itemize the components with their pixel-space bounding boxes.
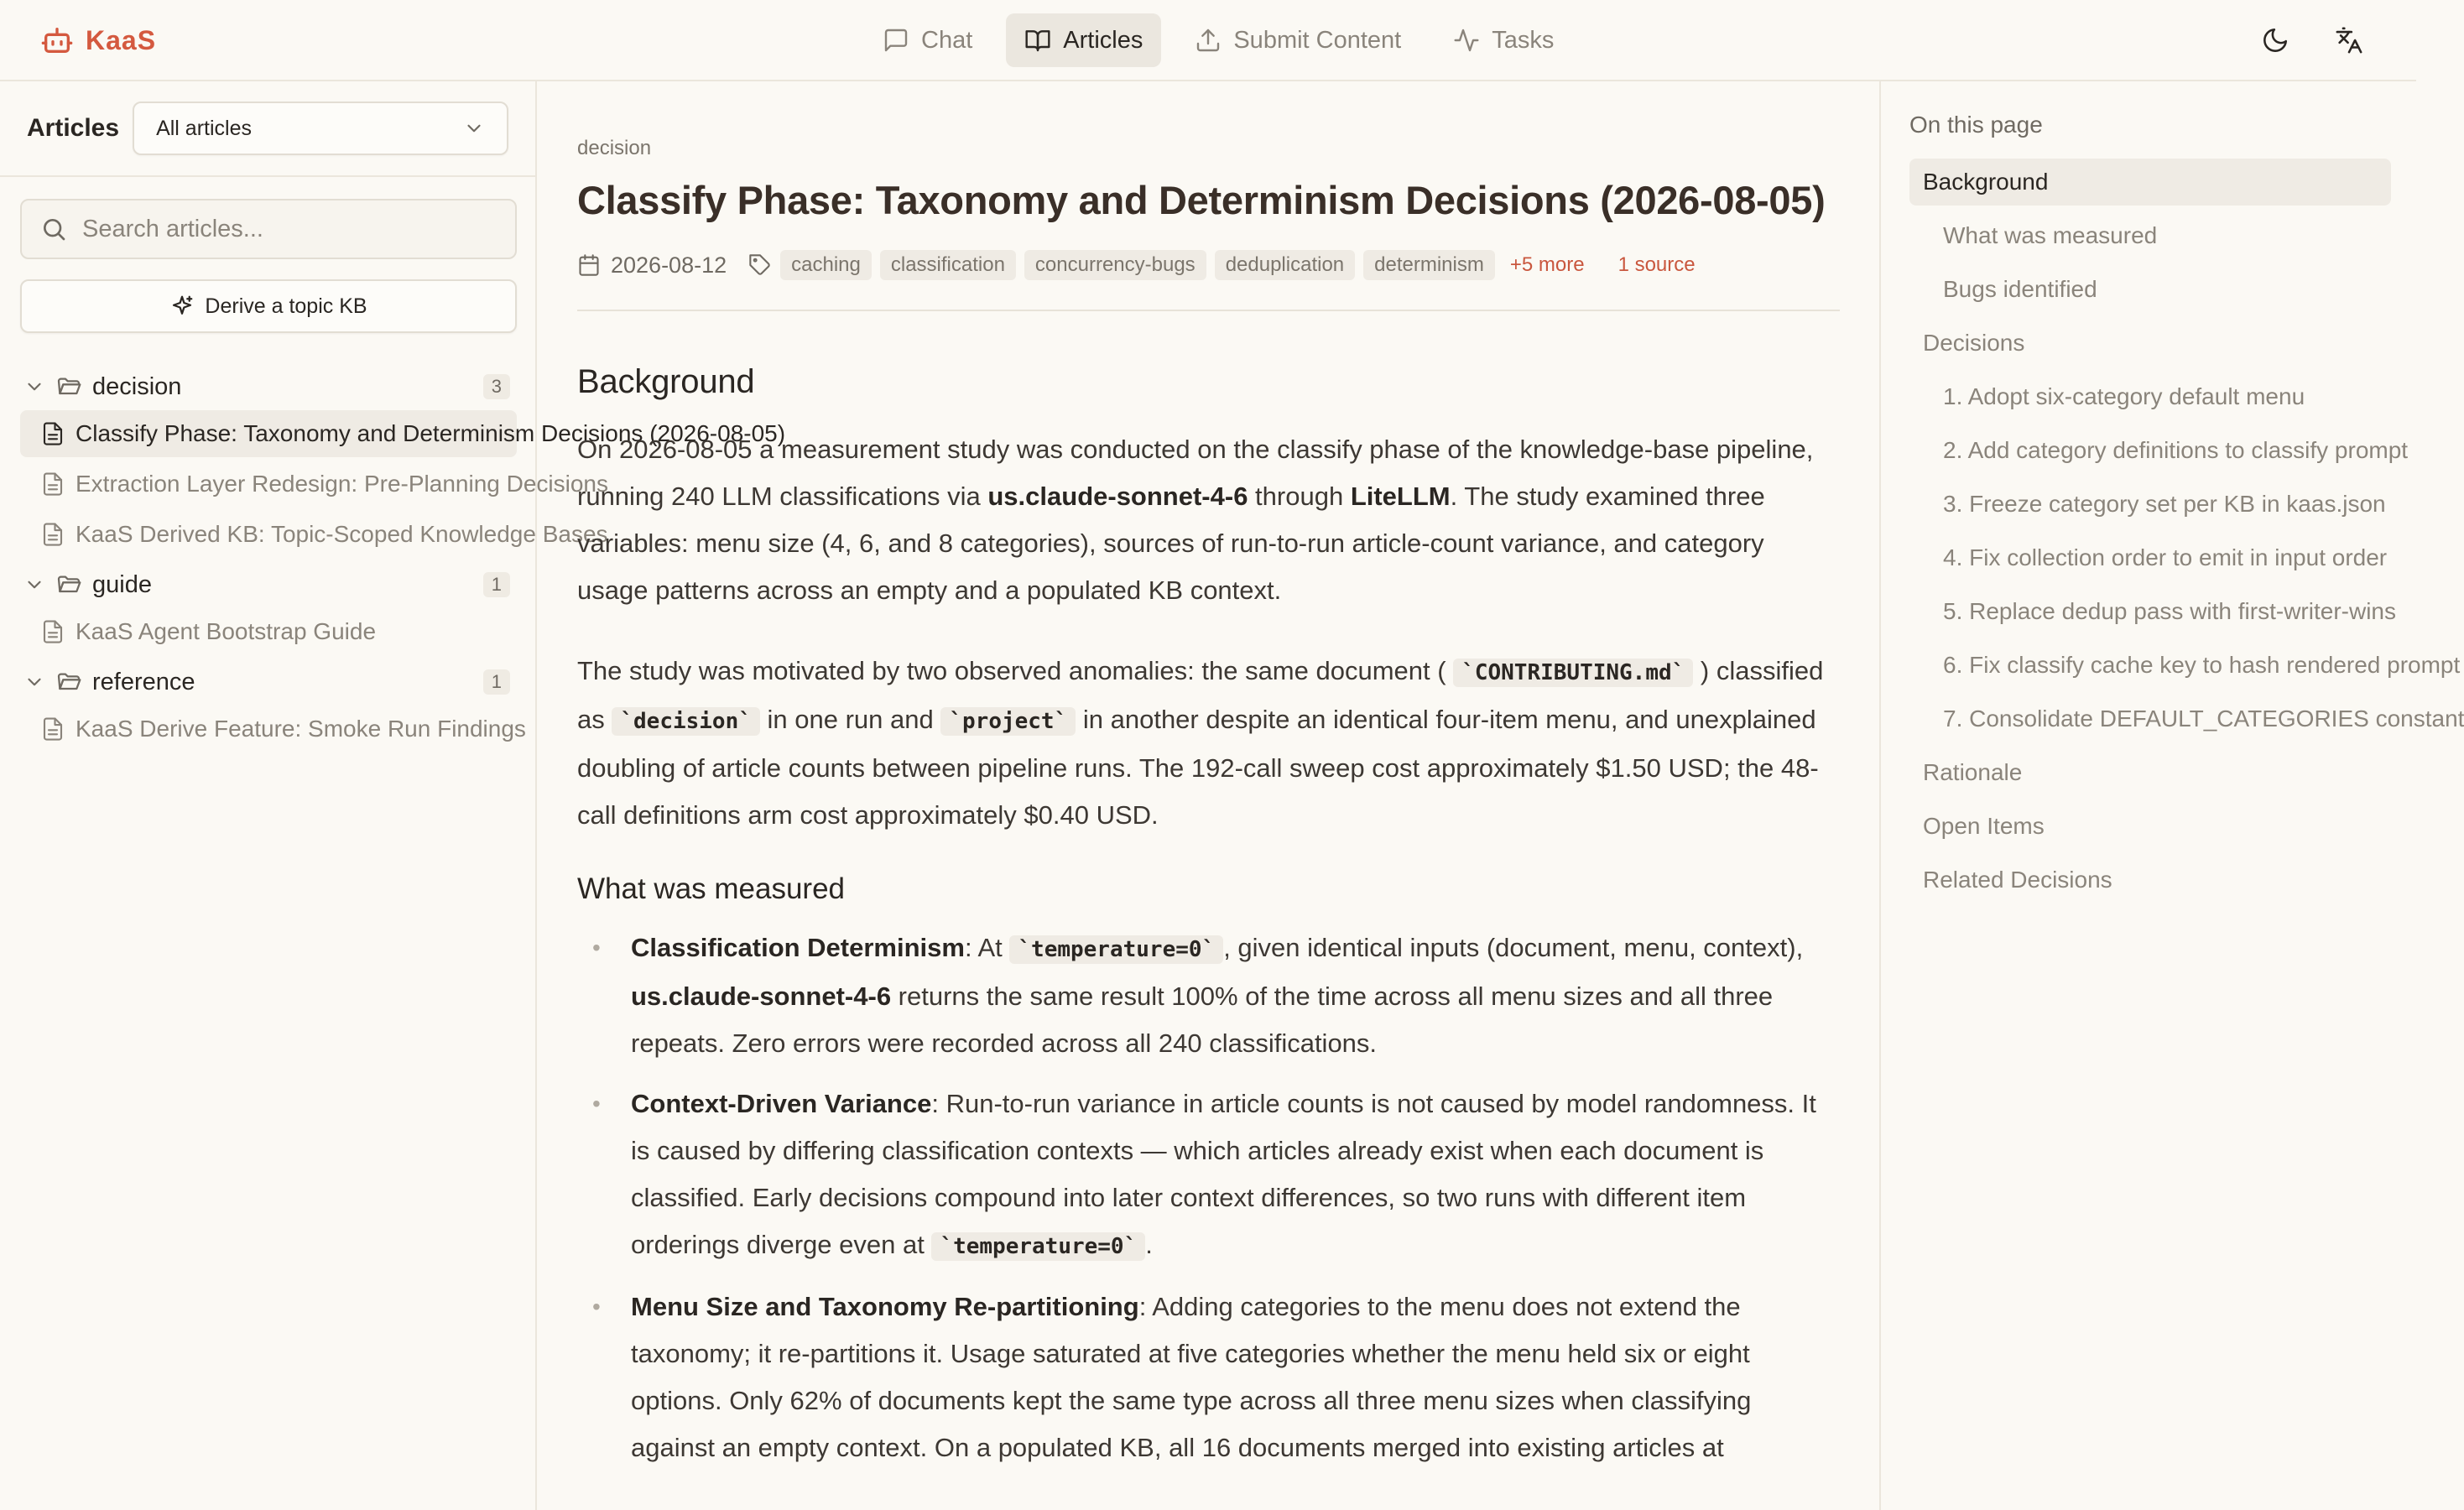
nav-tasks-label: Tasks bbox=[1492, 26, 1555, 54]
article-view bbox=[577, 81, 1840, 1510]
chat-icon bbox=[883, 27, 909, 54]
robot-icon bbox=[40, 23, 74, 57]
toc-item-label: Open Items bbox=[1923, 813, 2045, 839]
toc-item[interactable] bbox=[1909, 427, 2409, 474]
inline-code: `CONTRIBUTING.md` bbox=[1453, 659, 1693, 687]
tree-doc-item[interactable] bbox=[20, 706, 526, 752]
text-run: : Run-to-run variance in article counts is not caused by model randomness. It is caused by differing classification contexts — which articles already exist when each document is classified. Early decisions compound into later context differences, so two runs with different item orderings diverge even at bbox=[631, 1089, 1816, 1259]
toc-item-label: 3. Freeze category set per KB in kaas.json bbox=[1943, 491, 2386, 517]
section-heading-background: Background bbox=[577, 363, 755, 400]
chevron-down-icon bbox=[23, 376, 45, 398]
bold-text: LiteLLM bbox=[1350, 482, 1451, 511]
toc-item-label: Related Decisions bbox=[1923, 867, 2112, 893]
file-text-icon bbox=[40, 421, 65, 446]
paragraph bbox=[577, 426, 1836, 614]
toc-item-label: Background bbox=[1923, 169, 2049, 195]
article-category: decision bbox=[577, 137, 652, 159]
nav-articles-label: Articles bbox=[1063, 26, 1143, 54]
calendar-icon bbox=[577, 253, 601, 277]
tag-chip[interactable]: deduplication bbox=[1215, 250, 1355, 280]
top-bar bbox=[0, 0, 2416, 81]
tag-chip[interactable]: concurrency-bugs bbox=[1024, 250, 1206, 280]
more-tags-link[interactable]: +5 more bbox=[1509, 253, 1585, 276]
nav-tasks[interactable] bbox=[1435, 13, 1572, 67]
toc-item[interactable] bbox=[1909, 803, 2391, 850]
folder-reference[interactable] bbox=[20, 659, 517, 706]
derive-label: Derive a topic KB bbox=[205, 294, 367, 318]
doc-label: KaaS Derived KB: Topic-Scoped Knowledge Bases bbox=[76, 521, 608, 547]
text-run: . The study examined three variables: menu size (4, 6, and 8 categories), sources of run-to-run article-count variance, and category usage patterns across an empty and a populated KB context. bbox=[577, 482, 1765, 605]
text-run: : Adding categories to the menu does not extend the taxonomy; it re-partitions it. Usage saturated at five categories whether the menu held six or eight options. Only 62% of documents kept the same type across all three menu sizes when classifying against an empty context. On a populated KB, all 16 documents merged into existing articles at bbox=[631, 1292, 1752, 1462]
file-text-icon bbox=[40, 619, 65, 644]
toc-item[interactable] bbox=[1909, 481, 2391, 528]
folder-count: 3 bbox=[483, 374, 510, 399]
folder-count: 1 bbox=[483, 669, 510, 695]
doc-label: KaaS Derive Feature: Smoke Run Findings bbox=[76, 716, 526, 742]
text-run: . bbox=[1145, 1230, 1153, 1259]
page-title: Classify Phase: Taxonomy and Determinism Decisions (2026-08-05) bbox=[577, 178, 1826, 222]
tag-chip[interactable]: classification bbox=[880, 250, 1016, 280]
doc-label: KaaS Agent Bootstrap Guide bbox=[76, 618, 377, 644]
list-item bbox=[631, 924, 1836, 1067]
text-run: ) classified as bbox=[577, 656, 1824, 734]
toc-item-label: Rationale bbox=[1923, 759, 2023, 785]
sidebar-title: Articles bbox=[27, 114, 120, 142]
nav-chat[interactable] bbox=[864, 13, 991, 67]
tree-doc-item[interactable] bbox=[20, 410, 786, 457]
article-filter-select[interactable] bbox=[133, 102, 508, 155]
nav-submit-content[interactable] bbox=[1176, 13, 1420, 67]
list-item bbox=[631, 1284, 1836, 1471]
text-run: The study was motivated by two observed anomalies: the same document ( bbox=[577, 656, 1454, 685]
file-text-icon bbox=[40, 522, 65, 547]
toc-item-label: 7. Consolidate DEFAULT_CATEGORIES constant bbox=[1943, 706, 2464, 732]
tag-icon bbox=[748, 253, 772, 277]
inline-code: `decision` bbox=[612, 707, 760, 736]
derive-topic-kb-button[interactable] bbox=[20, 279, 517, 333]
doc-label: Extraction Layer Redesign: Pre-Planning Decisions bbox=[76, 471, 608, 497]
toc-item[interactable] bbox=[1909, 857, 2391, 903]
search-input[interactable] bbox=[82, 216, 497, 243]
article-body bbox=[577, 363, 1836, 1485]
toc-list bbox=[1909, 159, 2464, 910]
folder-label: guide bbox=[92, 570, 152, 598]
doc-label: Classify Phase: Taxonomy and Determinism Decisions (2026-08-05) bbox=[76, 420, 786, 446]
toc-item-label: Decisions bbox=[1923, 330, 2025, 356]
article-meta bbox=[577, 247, 1696, 283]
toc-item[interactable] bbox=[1909, 695, 2464, 742]
toc-item-label: 4. Fix collection order to emit in input order bbox=[1943, 544, 2388, 570]
chevron-down-icon bbox=[23, 574, 45, 596]
toc-item-label: 5. Replace dedup pass with first-writer-wins bbox=[1943, 598, 2396, 624]
toc-item-label: 2. Add category definitions to classify prompt bbox=[1943, 437, 2409, 463]
translate-icon bbox=[2335, 26, 2363, 55]
measured-list bbox=[577, 924, 1836, 1471]
text-run: returns the same result 100% of the time across all menu sizes and all three repeats. Zero errors were recorded across all 240 classifications. bbox=[631, 982, 1774, 1058]
article-date-text: 2026-08-12 bbox=[611, 252, 727, 278]
toc-item[interactable] bbox=[1909, 212, 2391, 259]
language-button[interactable] bbox=[2329, 20, 2369, 60]
toc-item-label: What was measured bbox=[1943, 222, 2158, 248]
bold-text: us.claude-sonnet-4-6 bbox=[631, 982, 892, 1011]
folder-label: reference bbox=[92, 668, 195, 695]
sources-link[interactable]: 1 source bbox=[1617, 253, 1696, 276]
toc-item[interactable] bbox=[1909, 642, 2461, 689]
toc-item-label: Bugs identified bbox=[1943, 276, 2097, 302]
folder-count: 1 bbox=[483, 572, 510, 597]
toc-item[interactable] bbox=[1909, 373, 2391, 420]
file-text-icon bbox=[40, 716, 65, 742]
search-box bbox=[20, 199, 517, 259]
inline-code: `temperature=0` bbox=[1009, 935, 1223, 964]
toc-item-label: 6. Fix classify cache key to hash rendered prompt bbox=[1943, 652, 2461, 678]
article-date bbox=[577, 253, 727, 279]
inline-code: `project` bbox=[940, 707, 1076, 736]
theme-toggle-button[interactable] bbox=[2255, 20, 2295, 60]
on-this-page-toc bbox=[1879, 81, 2464, 1510]
main-nav bbox=[864, 13, 1572, 67]
bold-text: Menu Size and Taxonomy Re-partitioning bbox=[631, 1292, 1139, 1321]
text-run: in another despite an identical four-item menu, and unexplained doubling of article counts between pipeline runs. The 192-call sweep cost approximately $1.50 USD; the 48-call definitions arm cost approximately $0.40 USD. bbox=[577, 705, 1819, 830]
folder-label: decision bbox=[92, 372, 182, 400]
top-actions bbox=[2255, 20, 2369, 60]
app-name: KaaS bbox=[86, 24, 157, 55]
activity-icon bbox=[1453, 27, 1480, 54]
nav-articles[interactable] bbox=[1006, 13, 1161, 67]
toc-item[interactable] bbox=[1909, 534, 2391, 581]
bold-text: Classification Determinism bbox=[631, 933, 965, 962]
app-logo[interactable] bbox=[40, 22, 156, 59]
text-run: On 2026-08-05 a measurement study was conducted on the classify phase of the knowledge-base pipeline, running 240 LLM classifications via bbox=[577, 435, 1814, 511]
search-icon bbox=[40, 216, 67, 242]
toc-item[interactable] bbox=[1909, 159, 2391, 206]
chevron-down-icon bbox=[23, 671, 45, 693]
toc-item[interactable] bbox=[1909, 320, 2391, 367]
tag-chip[interactable]: determinism bbox=[1363, 250, 1495, 280]
section-heading-what-was-measured: What was measured bbox=[577, 872, 846, 905]
title-divider bbox=[577, 310, 1840, 311]
tree-doc-item[interactable] bbox=[20, 511, 608, 558]
folder-open-icon bbox=[55, 373, 82, 400]
text-run: , given identical inputs (document, menu, context), bbox=[1223, 933, 1804, 962]
sparkles-icon bbox=[169, 294, 195, 319]
text-run: : At bbox=[964, 933, 1010, 962]
tag-chip[interactable]: caching bbox=[780, 250, 872, 280]
folder-decision[interactable] bbox=[20, 363, 517, 410]
article-filter-value: All articles bbox=[156, 116, 252, 140]
tree-doc-item[interactable] bbox=[20, 461, 608, 508]
moon-icon bbox=[2261, 26, 2289, 55]
chevron-down-icon bbox=[463, 117, 485, 139]
sidebar-header bbox=[0, 81, 535, 177]
folder-open-icon bbox=[55, 571, 82, 598]
toc-item[interactable] bbox=[1909, 588, 2396, 635]
text-run: in one run and bbox=[759, 705, 941, 734]
folder-guide[interactable] bbox=[20, 561, 517, 608]
book-icon bbox=[1024, 27, 1051, 54]
nav-submit-label: Submit Content bbox=[1233, 26, 1402, 54]
tree-doc-item[interactable] bbox=[20, 608, 517, 655]
toc-item[interactable] bbox=[1909, 749, 2391, 796]
upload-icon bbox=[1195, 27, 1222, 54]
text-run: through bbox=[1248, 482, 1351, 511]
toc-item-label: 1. Adopt six-category default menu bbox=[1943, 383, 2305, 409]
inline-code: `temperature=0` bbox=[931, 1232, 1145, 1261]
toc-item[interactable] bbox=[1909, 266, 2391, 313]
bold-text: us.claude-sonnet-4-6 bbox=[987, 482, 1248, 511]
toc-heading: On this page bbox=[1909, 112, 2043, 138]
bold-text: Context-Driven Variance bbox=[631, 1089, 932, 1118]
list-item bbox=[631, 1080, 1836, 1270]
nav-chat-label: Chat bbox=[921, 26, 973, 54]
file-text-icon bbox=[40, 471, 65, 497]
folder-open-icon bbox=[55, 669, 82, 695]
paragraph bbox=[577, 648, 1836, 839]
